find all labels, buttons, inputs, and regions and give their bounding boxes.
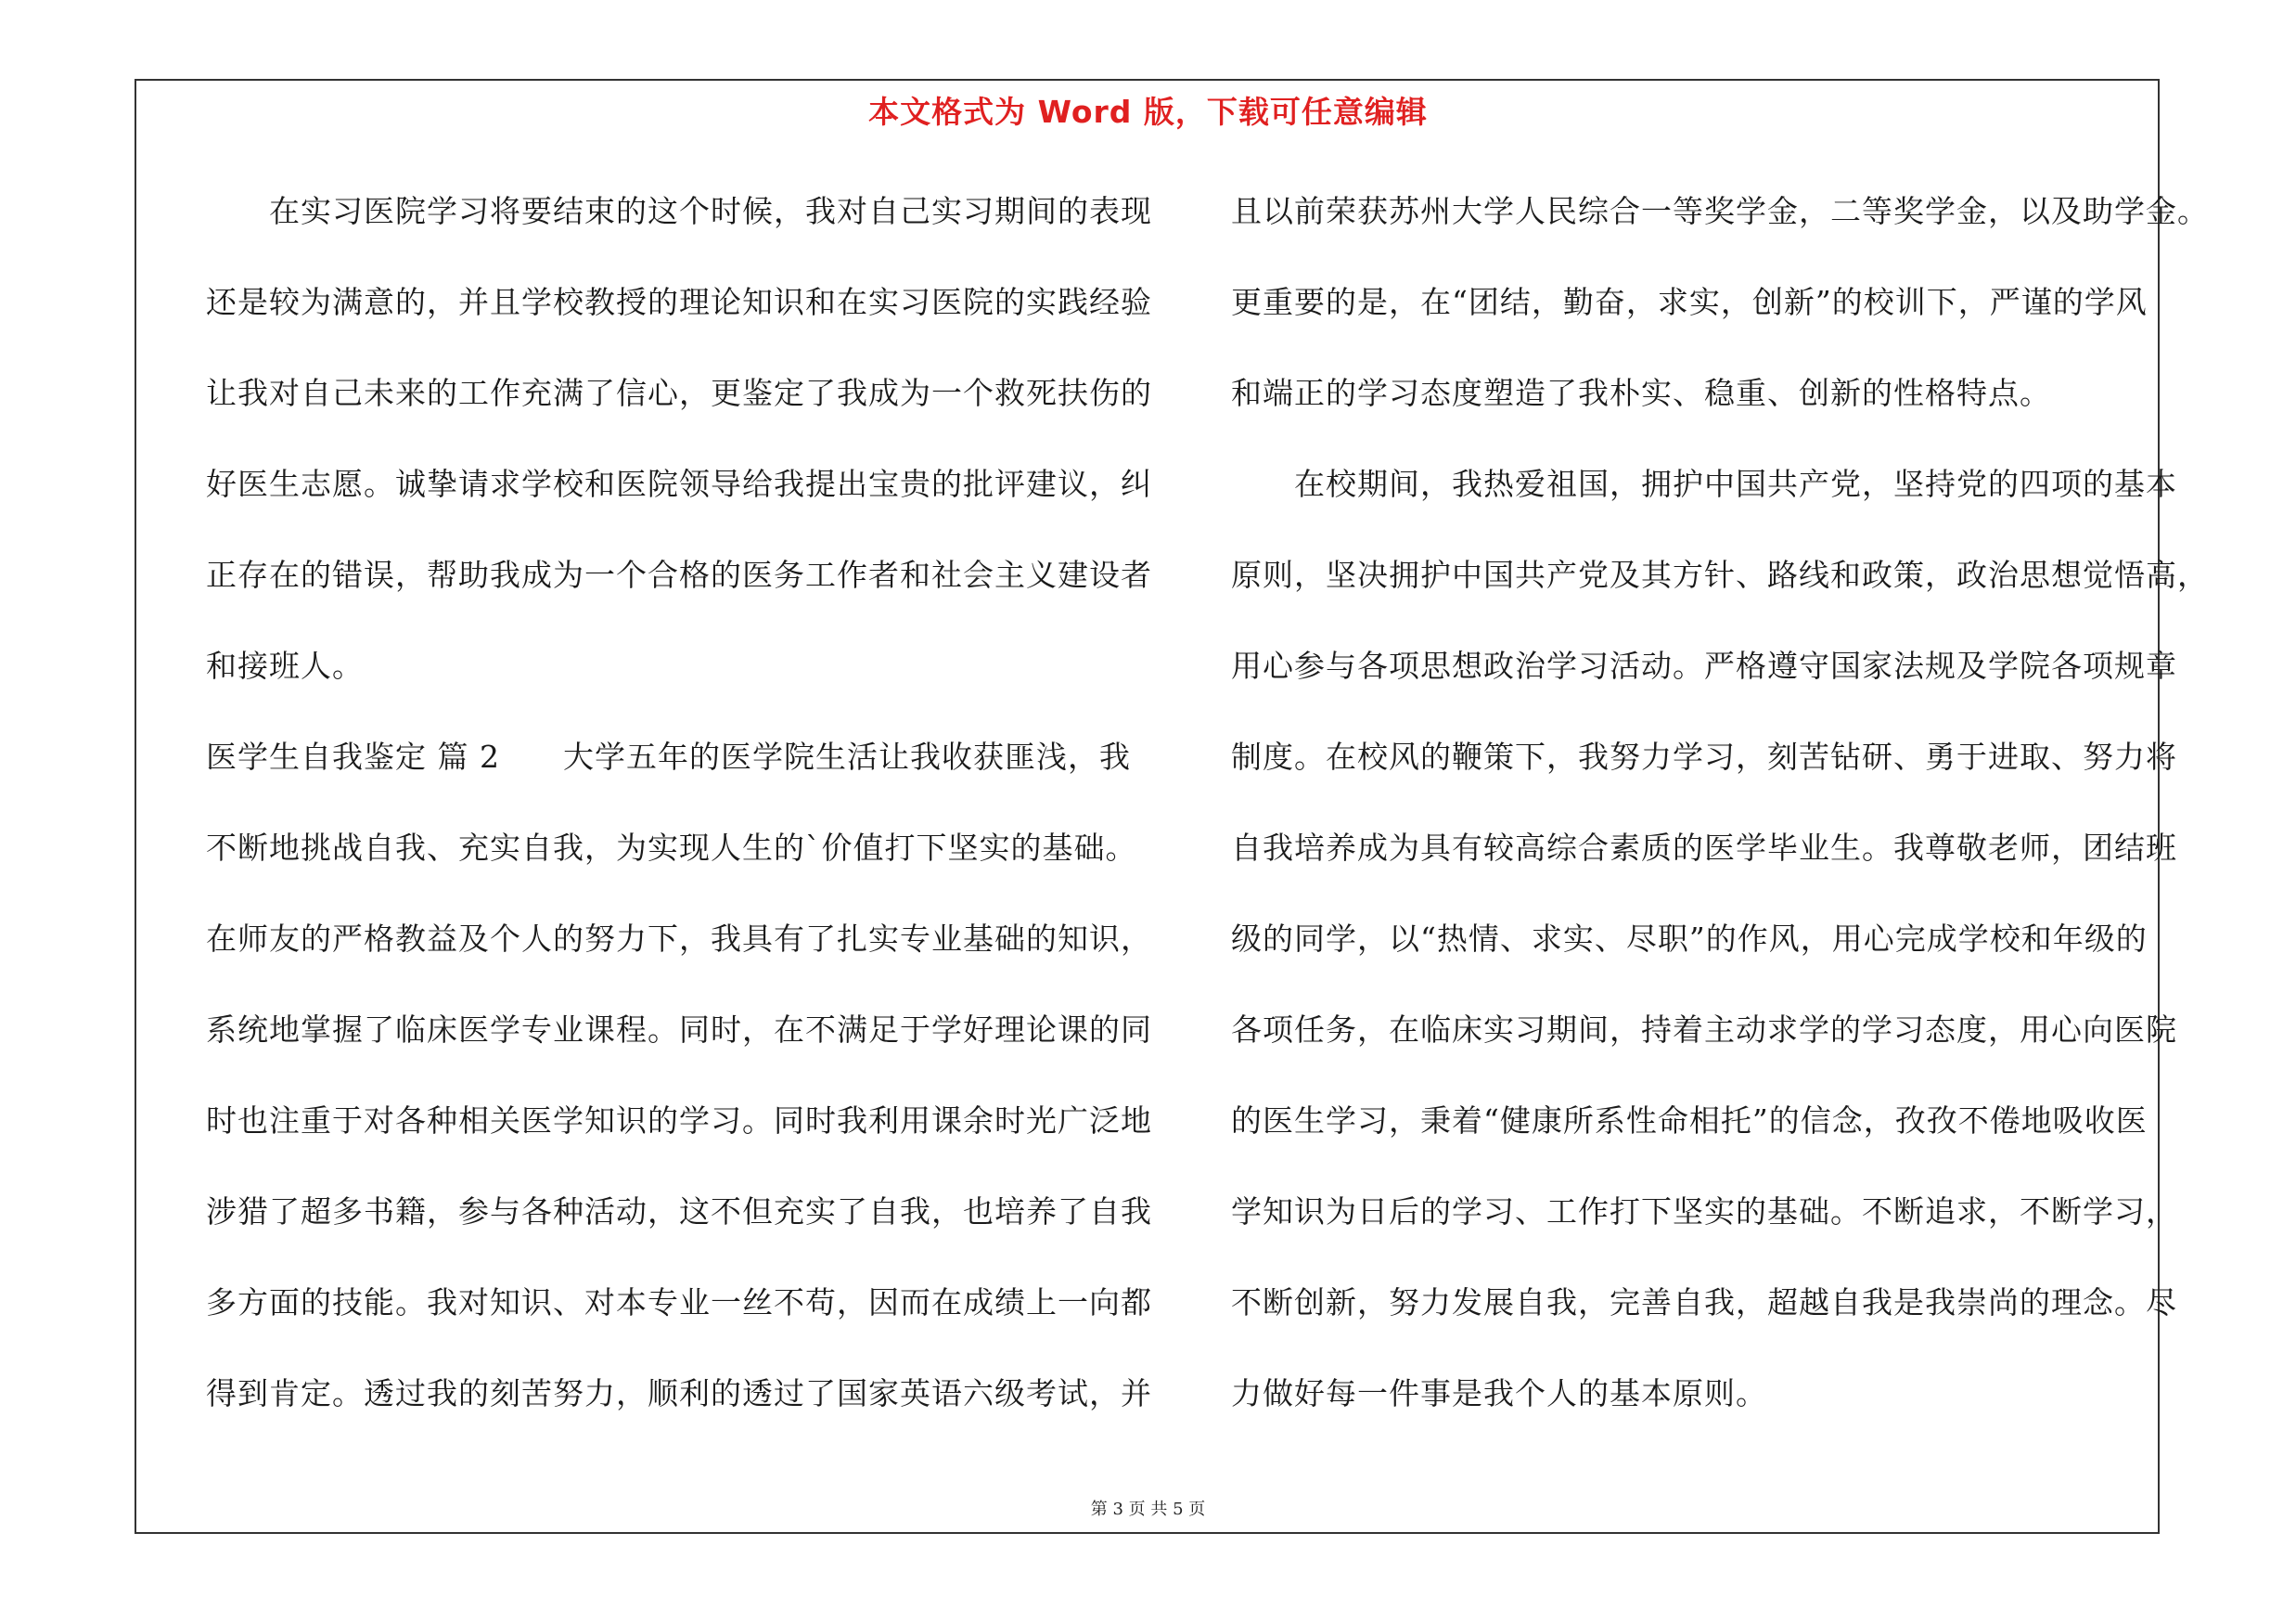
text-line: 好医生志愿。诚挚请求学校和医院领导给我提出宝贵的批评建议，纠 (206, 466, 1152, 502)
text-line: 各项任务，在临床实习期间，持着主动求学的学习态度，用心向医院 (1231, 1011, 2177, 1048)
text-line: 得到肯定。透过我的刻苦努力，顺利的透过了国家英语六级考试，并 (206, 1375, 1152, 1411)
text-line: 更重要的是，在“团结，勤奋，求实，创新”的校训下，严谨的学风 (1231, 284, 2148, 320)
page-number-footer: 第 3 页 共 5 页 (1090, 1500, 1206, 1519)
text-line: 多方面的技能。我对知识、对本专业一丝不苟，因而在成绩上一向都 (206, 1284, 1152, 1320)
text-line: 还是较为满意的，并且学校教授的理论知识和在实习医院的实践经验 (206, 284, 1152, 320)
left-column (206, 184, 1152, 1457)
text-line: 系统地掌握了临床医学专业课程。同时，在不满足于学好理论课的同 (206, 1011, 1152, 1048)
text-line: 涉猎了超多书籍，参与各种活动，这不但充实了自我，也培养了自我 (206, 1193, 1152, 1230)
text-line: 正存在的错误，帮助我成为一个合格的医务工作者和社会主义建设者 (206, 557, 1152, 593)
text-line: 不断地挑战自我、充实自我，为实现人生的`价值打下坚实的基础。 (206, 830, 1137, 866)
text-line: 用心参与各项思想政治学习活动。严格遵守国家法规及学院各项规章 (1231, 648, 2177, 684)
text-line: 的医生学习，秉着“健康所系性命相托”的信念，孜孜不倦地吸收医 (1231, 1102, 2148, 1139)
text-line: 且以前荣获苏州大学人民综合一等奖学金，二等奖学金，以及助学金。 (1231, 193, 2209, 229)
section-heading-line: 医学生自我鉴定 篇 2 大学五年的医学院生活让我收获匪浅，我 (206, 739, 1131, 775)
text-line: 力做好每一件事是我个人的基本原则。 (1231, 1375, 1767, 1411)
text-line: 在校期间，我热爱祖国，拥护中国共产党，坚持党的四项的基本 (1231, 466, 2177, 502)
text-line: 和接班人。 (206, 648, 364, 684)
text-line: 自我培养成为具有较高综合素质的医学毕业生。我尊敬老师，团结班 (1231, 830, 2177, 866)
text-line: 在师友的严格教益及个人的努力下，我具有了扎实专业基础的知识， (206, 921, 1152, 957)
text-line: 学知识为日后的学习、工作打下坚实的基础。不断追求，不断学习， (1231, 1193, 2177, 1230)
text-line: 时也注重于对各种相关医学知识的学习。同时我利用课余时光广泛地 (206, 1102, 1152, 1139)
text-line: 级的同学，以“热情、求实、尽职”的作风，用心完成学校和年级的 (1231, 921, 2148, 957)
text-line: 让我对自己未来的工作充满了信心，更鉴定了我成为一个救死扶伤的 (206, 375, 1152, 411)
text-line: 不断创新，努力发展自我，完善自我，超越自我是我崇尚的理念。尽 (1231, 1284, 2177, 1320)
right-column (1231, 184, 2209, 1457)
text-line: 原则，坚决拥护中国共产党及其方针、路线和政策，政治思想觉悟高， (1231, 557, 2209, 593)
format-banner: 本文格式为 Word 版，下载可任意编辑 (868, 94, 1428, 130)
text-line: 和端正的学习态度塑造了我朴实、稳重、创新的性格特点。 (1231, 375, 2051, 411)
text-line: 制度。在校风的鞭策下，我努力学习，刻苦钻研、勇于进取、努力将 (1231, 739, 2177, 775)
text-line: 在实习医院学习将要结束的这个时候，我对自己实习期间的表现 (206, 193, 1152, 229)
